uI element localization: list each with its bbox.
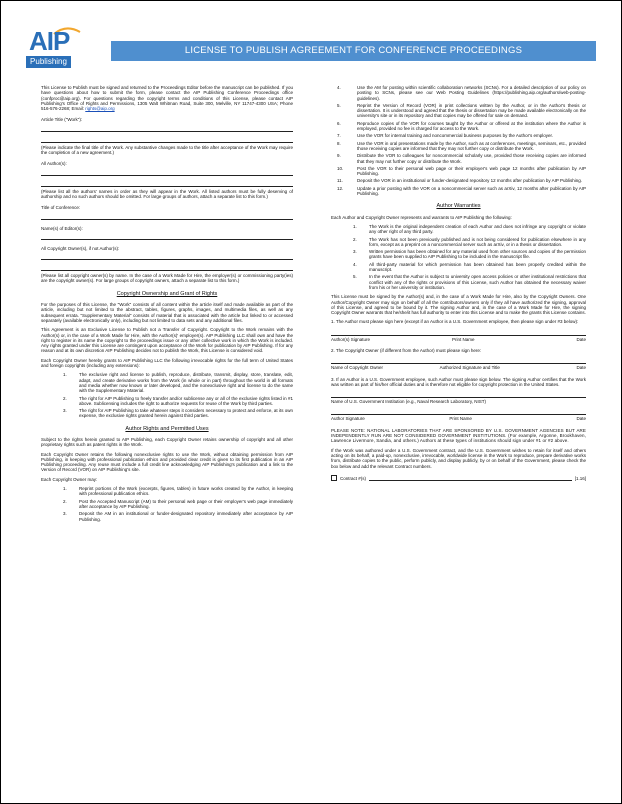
list-item: 11. Deposit the VOR in an institutional or funder-designated repository 12 months after publication by AIP Publishing. [337,178,583,184]
section-copyright-heading: Copyright Ownership and Grant of Rights [116,290,218,297]
national-labs-note: PLEASE NOTE: NATIONAL LABORATORIES THAT ARE SPONSORED BY U.S. GOVERNMENT AGENCIES BUT ARE INDEPENDENTLY RUN ARE NOT CONSIDERED GOVERNMENT INSTITUTIONS. (For example, Argonne, Brookhaven, Lawrence Livermore, Sandia, and others.) Authors at these types of institutions should sign under #1 or #2 above. [331,427,586,444]
logo-sub: Publishing [26,56,71,68]
owner-sign-instruction: 2. The Copyright Owner (if different from the Author) must please sign here: [331,347,482,353]
government-institution-line[interactable]: Name of U.S. Government Institution (e.g., Naval Research Laboratory, NIST) [331,397,586,404]
author-sign-instruction: 1. The Author must please sign here (except if an Author is a U.S. Government employee, then please sign under #3 below): [331,319,579,325]
list-item: 7. Use the VOR for internal training and noncommercial business purposes by the Author's employer. [337,133,553,139]
work-definition-paragraph: For the purposes of this License, the "Work" consists of all content within the article itself and made available as part of the article, including but not limited to the abstract, tables, figures, graphs, images, and multimedia files, as well as any subsequent errata. "Supplementary Material" consists of material that is associated with the article but linked to or accessed separately (available electronically only), including but not limited to data sets and any additional files. [41,302,293,323]
editors-input[interactable] [41,231,293,240]
list-item: 2. The right for AIP Publishing to freely transfer and/or sublicense any or all of the exclusive rights listed in #1 above. Sublicensing includes the right to authorize requests for reuse of the Work by third parties. [63,395,293,406]
list-item: 6. Reproduce copies of the VOR for courses taught by the Author or offered at the institution where the Author is employed, provided no fee is charged for access to the Work. [337,120,586,132]
left-column [41,85,293,526]
logo-brand: AIP [29,26,70,56]
list-item: 5. Reprint the Version of Record (VOR) in print collections written by the Author, or in the Author's thesis or dissertation. It is understood and agreed that the thesis or dissertation may be made available electronically on the university's site or in its repository and that copies may be offered for sale on demand. [337,102,586,119]
rights-email-link[interactable]: rights@aip.org [85,106,115,112]
aip-logo [26,26,101,72]
warranties-list [331,224,586,290]
government-contract-paragraph: If the Work was authored under a U.S. Government contract, and the U.S. Government wishes to retain for itself and others acting on its behalf, a paid-up, nonexclusive, irrevocable, worldwide license in the Work to reproduce, prepare derivative works from, distribute copies to the public, perform publicly, and display publicly, by or on behalf of the Government, please check the box below and add the relevant Contract numbers. [331,447,586,469]
article-title-input[interactable] [41,123,293,132]
article-title-note: (Please indicate the final title of the Work. Any substantive changes made to the title after acceptance of the Work may require the completion of a new agreement.) [41,144,293,156]
list-item: 3. Deposit the AM in an institutional or funder-designated repository immediately after acceptance by AIP Publishing. [63,511,293,522]
list-item: 2. The Work has not been previously published and is not being considered for publication elsewhere in any form, except as a preprint on a noncommercial server such as arXiv, or in a thesis or dissertation. [353,236,586,247]
list-item: 1. Reprint portions of the Work (excerpts, figures, tables) in future works created by the Author, in keeping with professional publication ethics. [63,486,293,497]
list-item: 9. Distribute the VOR to colleagues for noncommercial scholarly use, provided those receiving copies are informed that they may not further copy or distribute the Work. [337,153,586,164]
authors-input[interactable] [41,167,293,176]
form-version: [1.16] [574,475,586,481]
owner-signature-line[interactable]: Name of Copyright Owner Authorized Signature and Title Date [331,365,586,371]
intro-paragraph: This License to Publish must be signed and returned to the Proceedings Editor before the manuscript can be published. If you have questions about how to submit the form, please contact the AIP Publishing Conference Proceedings office (confproc@aip.org). For questions regarding the copyright terms and conditions of this License, please contact AIP Publishing's Office of Rights and Permissions, 1305 Walt Whitman Road, Suite 300, Melville, NY 11747-4300 USA; Phone 516-576-2268; Email: rights@aip.org [41,85,293,112]
retained-rights-paragraph: Subject to the rights herein granted to AIP Publishing, each Copyright Owner retains ownership of copyright and all other proprietary rights such as patent rights in the Work. [41,436,293,448]
right-column [331,85,586,481]
contract-row [331,475,586,481]
list-item: 3. The right for AIP Publishing to take whatever steps it considers necessary to protect and enforce, at its own expense, the exclusive rights granted herein against third parties. [63,408,293,419]
list-item: 1. The exclusive right and license to publish, reproduce, distribute, transmit, display, store, translate, edit, adapt, and create derivative works from the Work (in whole or in part) throughout the world in all formats and media whether now known or later developed, and the nonexclusive right and license to do the same with the Supplementary Material. [63,372,293,394]
list-item: 5. In the event that the Author is subject to university open access policies or other institutional restrictions that conflict with any of the rights or provisions of this License, such Author has obtained the necessary waiver from his or her university or institution. [353,274,586,290]
signing-paragraph: This License must be signed by the Author(s) and, in the case of a Work Made for Hire, also by the Copyright Owners. One Author/Copyright Owner may sign on behalf of all the contributors/owners only if they all have authorized the signing, approval of this License, and agreed to be bound by it. The signing Author and, in the case of a Work Made for Hire, the signing Copyright Owner warrants that he/she/it has full authority to enter into this License and to make the grants this License contains. [331,294,586,316]
list-item: 4. All third-party material for which permission has been obtained has been properly credited within the manuscript. [353,261,586,273]
list-item: 8. Use the VOR in oral presentations made by the Author, such as at conferences, meetings, seminars, etc., provided those receiving copies are informed that they may not further copy or distribute the Work. [337,140,586,151]
contract-checkbox[interactable] [331,475,337,481]
contract-number-input[interactable] [369,480,572,481]
editors-label: Name(s) of Editor(s): [41,225,83,231]
article-title-input-2[interactable] [41,134,293,143]
owner-may-label: Each Copyright Owner may: [41,476,98,482]
copyright-owners-input[interactable] [41,251,293,260]
contract-label: Contract #(s) [340,475,367,481]
copyright-owners-label: All Copyright Owner(s), if not Author(s): [41,245,120,251]
copyright-owners-note: (Please list all copyright owner(s) by name. In the case of a Work Made for Hire, the employer(s) or commissioning party(ies) are the copyright owner(s). For large groups of copyright owners, attach a separate list to this form.) [41,273,293,284]
government-author-signature-line[interactable]: Author Signature Print Name Date [331,416,586,422]
license-paragraph: This Agreement is an Exclusive License to Publish not a Transfer of Copyright. Copyright to the Work remains with the Author(s) or, in the case of a Work Made for Hire, with the Author(s)' employer(s). AIP Publishing LLC shall own and have the right to register in its name the copyright to the proceedings issue or any other collective work in which the Work is included. Any rights granted under this License are contingent upon acceptance of the Work for publication by AIP Publishing. If for any reason and at its own discretion AIP Publishing decides not to publish the Work, this License is considered void. [41,327,293,354]
list-item: 4. Use the AM for posting within scientific collaboration networks (SCNs). For a detailed description of our policy on posting to SCNs, please see our Web Posting Guidelines (https://publishing.aip.org/authors/web-posting-guidelines). [337,85,586,101]
authors-input-2[interactable] [41,178,293,187]
list-item: 1. The Work is the original independent creation of each Author and does not infringe any copyright or violate any other right of any third party. [353,223,586,235]
author-signature-line[interactable]: Author(s) Signature Print Name Date [331,336,586,342]
conference-title-input[interactable] [41,211,293,220]
copyright-owners-input-2[interactable] [41,262,293,271]
list-item: 12. Update a prior posting with the VOR on a noncommercial server such as arXiv, 12 months after publication by AIP Publishing. [337,185,586,197]
section-author-rights-heading: Author Rights and Permitted Uses [125,425,209,432]
section-warranties-heading: Author Warranties [436,203,481,210]
list-item: 3. Written permission has been obtained for any material used from other sources and copies of the permission grants have been supplied to AIP Publishing to be included in the manuscript file. [353,249,586,260]
list-item: 2. Post the Accepted Manuscript (AM) to their personal web page or their employer's web page immediately after acceptance by AIP Publishing. [63,498,293,509]
grant-intro-paragraph: Each Copyright Owner hereby grants to AIP Publishing LLC the following irrevocable rights for the full term of United States and foreign copyrights (including any extensions): [41,357,293,369]
uses-list-right [331,85,586,196]
permitted-uses-paragraph: Each Copyright Owner retains the following nonexclusive rights to use the Work, without obtaining permission from AIP Publishing, in keeping with professional publication ethics and provided clear credit is given to its first publication in an AIP Publishing proceeding. Any reuse must include a full credit line acknowledging AIP Publishing's publication and a link to the Version of Record (VOR) on AIP Publishing's site. [41,451,293,473]
warranties-intro: Each Author and Copyright Owner represents and warrants to AIP Publishing the following: [331,214,512,220]
conference-title-label: Title of Conference: [41,205,81,211]
list-item: 10. Post the VOR to their personal web page or their employer's web page 12 months after publication by AIP Publishing. [337,165,586,177]
government-sign-instruction: 3. If an Author is a U.S. Government employee, such Author must please sign below. The signing Author certifies that the Work was written as part of his/her official duties and is therefore not eligible for copyright protection in the United States. [331,376,586,387]
authors-label: All Author(s): [41,161,67,167]
authors-note: (Please list all the authors' names in order as they will appear in the Work. All listed authors must be fully deserving of authorship and no such authors should be omitted. For large groups of authors, attach a separate list to this form.) [41,188,293,199]
grants-list [41,372,293,418]
uses-list-left [41,486,293,522]
article-title-label: Article Title ("Work"): [41,117,83,123]
form-title-banner: LICENSE TO PUBLISH AGREEMENT FOR CONFERENCE PROCEEDINGS [111,41,596,61]
